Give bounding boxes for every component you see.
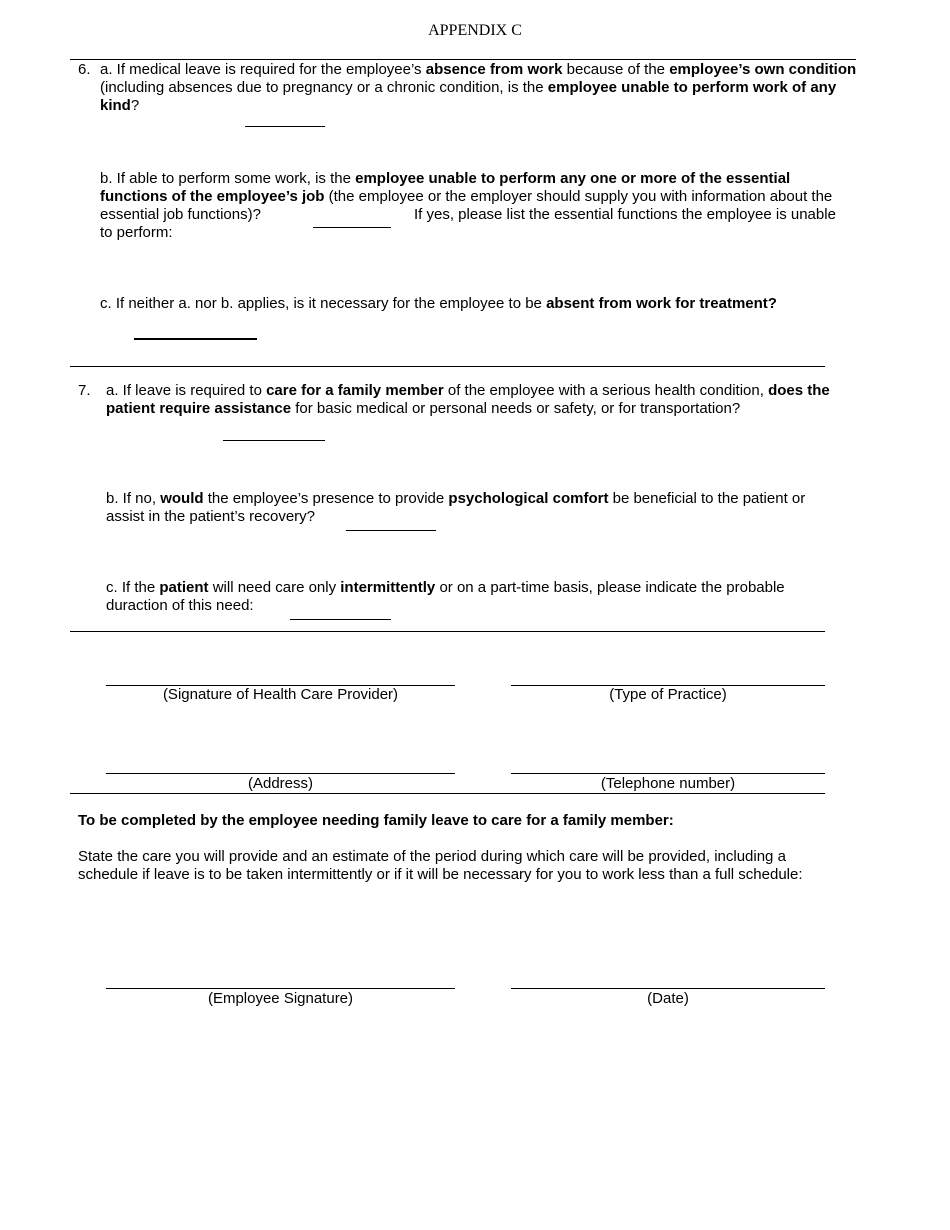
header-rule xyxy=(70,59,856,60)
bold-span: patient xyxy=(159,579,209,596)
bold-span: intermittently xyxy=(340,579,436,596)
telephone-caption: (Telephone number) xyxy=(600,775,736,792)
text-span: of the employee with a serious health condition, xyxy=(443,382,769,399)
question-6a xyxy=(78,61,858,115)
text-span: c. If the xyxy=(106,579,160,596)
date-line[interactable] xyxy=(511,988,825,989)
text-span: ? xyxy=(130,97,140,114)
text-span: (including absences due to pregnancy or a chronic condition, is the xyxy=(100,79,548,96)
bold-span: absent from work for treatment? xyxy=(546,295,777,312)
text-span: the employee’s presence to provide xyxy=(203,490,449,507)
page-title: APPENDIX C xyxy=(428,22,522,39)
address-line[interactable] xyxy=(106,773,455,774)
text-span: or on a part-time basis, please indicate the probable duraction of this need: xyxy=(106,579,785,614)
text-span: (the employee or the employer should supply you with information about the essential job functions)? xyxy=(100,188,833,223)
bold-span: absence from work xyxy=(425,61,563,78)
question-7a xyxy=(78,382,838,418)
provider-signature-caption: (Signature of Health Care Provider) xyxy=(162,686,399,703)
question-7b xyxy=(106,490,836,526)
text-span: b. If able to perform some work, is the xyxy=(100,170,356,187)
employee-signature-line[interactable] xyxy=(106,988,455,989)
answer-blank-7a[interactable] xyxy=(223,440,325,441)
section-divider xyxy=(70,793,825,794)
text-span: If yes, please list the essential functions the employee is unable to perform: xyxy=(100,206,836,241)
bold-span: employee’s own condition xyxy=(669,61,857,78)
practice-type-caption: (Type of Practice) xyxy=(609,686,727,703)
employee-section-heading: To be completed by the employee needing family leave to care for a family member: xyxy=(78,812,674,829)
text-span: because of the xyxy=(562,61,670,78)
bold-span: does the patient require assistance xyxy=(106,382,830,417)
text-span: c. If neither a. nor b. applies, is it necessary for the employee to be xyxy=(100,295,547,312)
answer-blank-7c[interactable] xyxy=(290,619,391,620)
date-caption: (Date) xyxy=(647,990,689,1007)
text-span: will need care only xyxy=(208,579,341,596)
bold-span: employee unable to perform work of any kind xyxy=(100,79,837,114)
answer-blank-6a[interactable] xyxy=(245,126,325,127)
section-divider xyxy=(70,631,825,632)
telephone-line[interactable] xyxy=(511,773,825,774)
employee-section-instructions: State the care you will provide and an estimate of the period during which care will be provided, including a schedule if leave is to be taken intermittently or if it will be necessary for you to work less than a full schedule: xyxy=(78,848,803,883)
text-span: a. If medical leave is required for the employee’s xyxy=(100,61,426,78)
section-divider xyxy=(70,366,825,367)
text-span: be beneficial to the patient or assist in the patient’s recovery? xyxy=(106,490,806,525)
bold-span: would xyxy=(160,490,204,507)
text-span: for basic medical or personal needs or safety, or for transportation? xyxy=(291,400,741,417)
question-7-number: 7. xyxy=(78,382,91,399)
bold-span: psychological comfort xyxy=(448,490,609,507)
address-caption: (Address) xyxy=(247,775,314,792)
question-6-number: 6. xyxy=(78,61,91,78)
question-6b-followup xyxy=(100,206,850,242)
answer-blank-6c[interactable] xyxy=(134,338,257,340)
text-span: a. If leave is required to xyxy=(106,382,267,399)
employee-signature-caption: (Employee Signature) xyxy=(207,990,354,1007)
text-span: b. If no, xyxy=(106,490,161,507)
question-7c xyxy=(106,579,836,615)
bold-span: care for a family member xyxy=(266,382,444,399)
answer-blank-7b[interactable] xyxy=(346,530,436,531)
question-6c xyxy=(100,295,850,313)
bold-span: employee unable to perform any one or more of the essential functions of the employee’s job xyxy=(100,170,791,205)
